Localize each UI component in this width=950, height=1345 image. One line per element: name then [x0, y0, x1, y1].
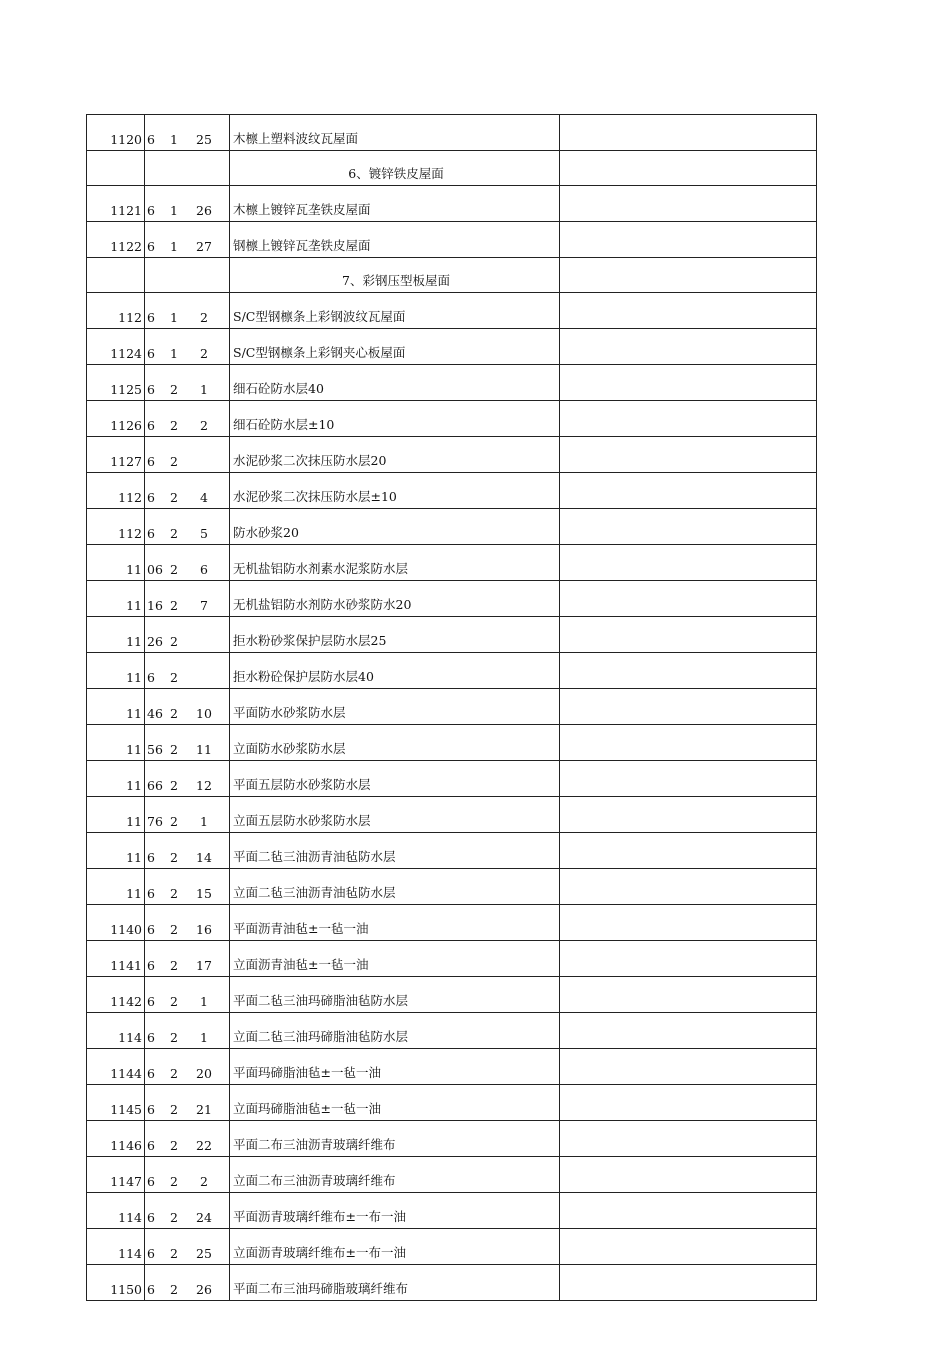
code-chapter: 16	[147, 598, 163, 613]
code-chapter: 6	[147, 670, 155, 685]
item-number: 11	[87, 653, 145, 689]
section-header-row	[87, 258, 817, 293]
item-number: 1124	[87, 329, 145, 365]
table-row	[87, 401, 817, 437]
code-item: 20	[196, 1066, 212, 1081]
item-name: 防水砂浆20	[230, 509, 560, 545]
blank-cell	[560, 977, 817, 1013]
item-number: 11	[87, 581, 145, 617]
blank-cell	[560, 258, 817, 293]
quota-code	[145, 1193, 230, 1229]
code-chapter: 6	[147, 1282, 155, 1297]
item-name: 水泥砂浆二次抹压防水层±10	[230, 473, 560, 509]
code-item: 1	[200, 382, 208, 397]
code-item: 16	[196, 922, 212, 937]
item-name: 平面二布三油沥青玻璃纤维布	[230, 1121, 560, 1157]
code-item: 5	[200, 526, 208, 541]
blank-cell	[560, 222, 817, 258]
item-number: 11	[87, 761, 145, 797]
code-section: 1	[170, 132, 178, 147]
table-row	[87, 1265, 817, 1301]
code-item: 1	[200, 994, 208, 1009]
item-number: 11	[87, 869, 145, 905]
item-name: S/C型钢檩条上彩钢夹心板屋面	[230, 329, 560, 365]
quota-code	[145, 1049, 230, 1085]
section-num-cell	[87, 258, 145, 293]
item-number: 1144	[87, 1049, 145, 1085]
quota-code	[145, 545, 230, 581]
item-number: 11	[87, 797, 145, 833]
quota-code	[145, 222, 230, 258]
item-number: 1120	[87, 115, 145, 151]
quota-code	[145, 1013, 230, 1049]
item-name: 木檩上塑料波纹瓦屋面	[230, 115, 560, 151]
item-number: 114	[87, 1229, 145, 1265]
code-chapter: 6	[147, 1102, 155, 1117]
quota-code	[145, 797, 230, 833]
code-item: 10	[196, 706, 212, 721]
code-chapter: 6	[147, 490, 155, 505]
table-row	[87, 1085, 817, 1121]
item-name: 细石砼防水层40	[230, 365, 560, 401]
code-section: 2	[170, 850, 178, 865]
code-chapter: 6	[147, 1210, 155, 1225]
blank-cell	[560, 1013, 817, 1049]
code-section: 2	[170, 922, 178, 937]
code-section: 1	[170, 310, 178, 325]
quota-code	[145, 761, 230, 797]
quota-code	[145, 725, 230, 761]
section-title: 6、镀锌铁皮屋面	[230, 151, 560, 186]
blank-cell	[560, 941, 817, 977]
item-name: 无机盐铝防水剂素水泥浆防水层	[230, 545, 560, 581]
section-header-row	[87, 151, 817, 186]
table-row	[87, 509, 817, 545]
quota-code	[145, 509, 230, 545]
code-section: 2	[170, 598, 178, 613]
blank-cell	[560, 115, 817, 151]
table-row	[87, 581, 817, 617]
item-number: 114	[87, 1193, 145, 1229]
table-row	[87, 293, 817, 329]
code-item: 26	[196, 203, 212, 218]
code-item: 27	[196, 239, 212, 254]
code-item: 4	[200, 490, 208, 505]
code-section: 1	[170, 239, 178, 254]
code-chapter: 06	[147, 562, 163, 577]
code-section: 2	[170, 778, 178, 793]
blank-cell	[560, 689, 817, 725]
blank-cell	[560, 1049, 817, 1085]
blank-cell	[560, 1121, 817, 1157]
code-item: 25	[196, 132, 212, 147]
item-name: 立面沥青玻璃纤维布±一布一油	[230, 1229, 560, 1265]
blank-cell	[560, 509, 817, 545]
code-section: 2	[170, 526, 178, 541]
blank-cell	[560, 797, 817, 833]
code-section: 2	[170, 742, 178, 757]
section-code-cell	[145, 151, 230, 186]
code-section: 2	[170, 562, 178, 577]
item-name: 拒水粉砼保护层防水层40	[230, 653, 560, 689]
code-section: 2	[170, 382, 178, 397]
item-name: 平面防水砂浆防水层	[230, 689, 560, 725]
section-code-cell	[145, 258, 230, 293]
item-number: 1125	[87, 365, 145, 401]
item-number: 11	[87, 689, 145, 725]
table-row	[87, 941, 817, 977]
quota-code	[145, 941, 230, 977]
item-name: 立面二毡三油沥青油毡防水层	[230, 869, 560, 905]
code-section: 2	[170, 1246, 178, 1261]
code-section: 2	[170, 1210, 178, 1225]
item-name: 水泥砂浆二次抹压防水层20	[230, 437, 560, 473]
code-chapter: 6	[147, 1174, 155, 1189]
quota-table-body	[87, 115, 817, 1301]
code-section: 2	[170, 994, 178, 1009]
code-item: 6	[200, 562, 208, 577]
item-number: 1150	[87, 1265, 145, 1301]
code-item: 2	[200, 310, 208, 325]
section-num-cell	[87, 151, 145, 186]
item-number: 11	[87, 545, 145, 581]
quota-table	[86, 114, 817, 1301]
code-chapter: 6	[147, 1030, 155, 1045]
quota-code	[145, 1157, 230, 1193]
code-chapter: 6	[147, 1246, 155, 1261]
quota-code	[145, 581, 230, 617]
quota-code	[145, 401, 230, 437]
table-row	[87, 977, 817, 1013]
code-section: 2	[170, 454, 178, 469]
table-row	[87, 689, 817, 725]
code-chapter: 56	[147, 742, 163, 757]
blank-cell	[560, 1193, 817, 1229]
quota-code	[145, 977, 230, 1013]
code-chapter: 6	[147, 1066, 155, 1081]
table-row	[87, 329, 817, 365]
quota-code	[145, 1265, 230, 1301]
code-section: 2	[170, 1138, 178, 1153]
item-name: 立面五层防水砂浆防水层	[230, 797, 560, 833]
item-number: 1122	[87, 222, 145, 258]
blank-cell	[560, 545, 817, 581]
quota-code	[145, 329, 230, 365]
table-row	[87, 1157, 817, 1193]
item-name: 细石砼防水层±10	[230, 401, 560, 437]
code-item: 11	[196, 742, 212, 757]
table-row	[87, 1229, 817, 1265]
item-number: 112	[87, 509, 145, 545]
blank-cell	[560, 473, 817, 509]
code-section: 2	[170, 1030, 178, 1045]
code-item: 12	[196, 778, 212, 793]
code-item: 2	[200, 1174, 208, 1189]
quota-code	[145, 869, 230, 905]
code-chapter: 6	[147, 310, 155, 325]
item-name: 立面二毡三油玛碲脂油毡防水层	[230, 1013, 560, 1049]
item-number: 11	[87, 617, 145, 653]
table-row	[87, 653, 817, 689]
quota-code	[145, 1121, 230, 1157]
code-item: 15	[196, 886, 212, 901]
table-row	[87, 437, 817, 473]
item-name: S/C型钢檩条上彩钢波纹瓦屋面	[230, 293, 560, 329]
code-item: 1	[200, 814, 208, 829]
item-name: 立面二布三油沥青玻璃纤维布	[230, 1157, 560, 1193]
code-section: 2	[170, 886, 178, 901]
table-row	[87, 1193, 817, 1229]
item-name: 平面五层防水砂浆防水层	[230, 761, 560, 797]
blank-cell	[560, 1085, 817, 1121]
item-name: 平面二毡三油玛碲脂油毡防水层	[230, 977, 560, 1013]
code-item: 14	[196, 850, 212, 865]
blank-cell	[560, 365, 817, 401]
quota-code	[145, 833, 230, 869]
item-name: 钢檩上镀锌瓦垄铁皮屋面	[230, 222, 560, 258]
quota-code	[145, 186, 230, 222]
code-chapter: 6	[147, 850, 155, 865]
blank-cell	[560, 905, 817, 941]
quota-code	[145, 905, 230, 941]
code-item: 22	[196, 1138, 212, 1153]
code-chapter: 26	[147, 634, 163, 649]
blank-cell	[560, 437, 817, 473]
code-section: 2	[170, 1066, 178, 1081]
blank-cell	[560, 1157, 817, 1193]
table-row	[87, 1121, 817, 1157]
table-row	[87, 797, 817, 833]
code-chapter: 6	[147, 994, 155, 1009]
code-chapter: 6	[147, 1138, 155, 1153]
item-number: 1142	[87, 977, 145, 1013]
code-section: 2	[170, 670, 178, 685]
quota-code	[145, 617, 230, 653]
code-chapter: 6	[147, 203, 155, 218]
item-number: 1127	[87, 437, 145, 473]
code-chapter: 66	[147, 778, 163, 793]
code-section: 2	[170, 814, 178, 829]
blank-cell	[560, 725, 817, 761]
quota-code	[145, 1085, 230, 1121]
item-number: 1140	[87, 905, 145, 941]
item-name: 立面防水砂浆防水层	[230, 725, 560, 761]
quota-code	[145, 653, 230, 689]
blank-cell	[560, 617, 817, 653]
table-row	[87, 222, 817, 258]
quota-code	[145, 473, 230, 509]
table-row	[87, 115, 817, 151]
code-item: 2	[200, 418, 208, 433]
code-chapter: 6	[147, 454, 155, 469]
table-row	[87, 1013, 817, 1049]
quota-code	[145, 115, 230, 151]
blank-cell	[560, 869, 817, 905]
code-chapter: 6	[147, 418, 155, 433]
code-item: 24	[196, 1210, 212, 1225]
blank-cell	[560, 293, 817, 329]
code-section: 2	[170, 1282, 178, 1297]
table-row	[87, 869, 817, 905]
item-name: 平面沥青玻璃纤维布±一布一油	[230, 1193, 560, 1229]
item-number: 112	[87, 293, 145, 329]
code-section: 2	[170, 958, 178, 973]
table-row	[87, 725, 817, 761]
quota-code	[145, 689, 230, 725]
code-item: 21	[196, 1102, 212, 1117]
code-item: 25	[196, 1246, 212, 1261]
item-number: 1145	[87, 1085, 145, 1121]
item-number: 1147	[87, 1157, 145, 1193]
table-row	[87, 905, 817, 941]
blank-cell	[560, 186, 817, 222]
code-section: 2	[170, 1174, 178, 1189]
table-row	[87, 1049, 817, 1085]
table-row	[87, 365, 817, 401]
code-section: 2	[170, 634, 178, 649]
table-row	[87, 761, 817, 797]
item-number: 1121	[87, 186, 145, 222]
code-section: 2	[170, 706, 178, 721]
code-item: 1	[200, 1030, 208, 1045]
blank-cell	[560, 761, 817, 797]
code-chapter: 6	[147, 958, 155, 973]
code-item: 7	[200, 598, 208, 613]
code-chapter: 6	[147, 922, 155, 937]
table-row	[87, 617, 817, 653]
item-name: 平面玛碲脂油毡±一毡一油	[230, 1049, 560, 1085]
code-section: 1	[170, 346, 178, 361]
code-chapter: 6	[147, 346, 155, 361]
item-name: 平面二布三油玛碲脂玻璃纤维布	[230, 1265, 560, 1301]
blank-cell	[560, 151, 817, 186]
code-item: 26	[196, 1282, 212, 1297]
quota-code	[145, 293, 230, 329]
code-item: 17	[196, 958, 212, 973]
quota-code	[145, 437, 230, 473]
code-item: 2	[200, 346, 208, 361]
item-number: 11	[87, 725, 145, 761]
item-name: 拒水粉砂浆保护层防水层25	[230, 617, 560, 653]
item-name: 无机盐铝防水剂防水砂浆防水20	[230, 581, 560, 617]
table-row	[87, 833, 817, 869]
code-chapter: 46	[147, 706, 163, 721]
code-chapter: 76	[147, 814, 163, 829]
code-chapter: 6	[147, 382, 155, 397]
code-chapter: 6	[147, 886, 155, 901]
item-number: 1126	[87, 401, 145, 437]
code-section: 2	[170, 490, 178, 505]
code-section: 1	[170, 203, 178, 218]
item-number: 1141	[87, 941, 145, 977]
blank-cell	[560, 833, 817, 869]
code-section: 2	[170, 418, 178, 433]
item-name: 立面玛碲脂油毡±一毡一油	[230, 1085, 560, 1121]
item-number: 1146	[87, 1121, 145, 1157]
quota-code	[145, 1229, 230, 1265]
blank-cell	[560, 401, 817, 437]
quota-code	[145, 365, 230, 401]
blank-cell	[560, 329, 817, 365]
item-number: 112	[87, 473, 145, 509]
item-name: 立面沥青油毡±一毡一油	[230, 941, 560, 977]
blank-cell	[560, 653, 817, 689]
code-chapter: 6	[147, 526, 155, 541]
code-chapter: 6	[147, 132, 155, 147]
code-chapter: 6	[147, 239, 155, 254]
blank-cell	[560, 581, 817, 617]
section-title: 7、彩钢压型板屋面	[230, 258, 560, 293]
blank-cell	[560, 1229, 817, 1265]
item-name: 平面沥青油毡±一毡一油	[230, 905, 560, 941]
table-row	[87, 473, 817, 509]
code-section: 2	[170, 1102, 178, 1117]
item-number: 11	[87, 833, 145, 869]
item-name: 平面二毡三油沥青油毡防水层	[230, 833, 560, 869]
table-row	[87, 545, 817, 581]
table-row	[87, 186, 817, 222]
item-name: 木檩上镀锌瓦垄铁皮屋面	[230, 186, 560, 222]
blank-cell	[560, 1265, 817, 1301]
item-number: 114	[87, 1013, 145, 1049]
